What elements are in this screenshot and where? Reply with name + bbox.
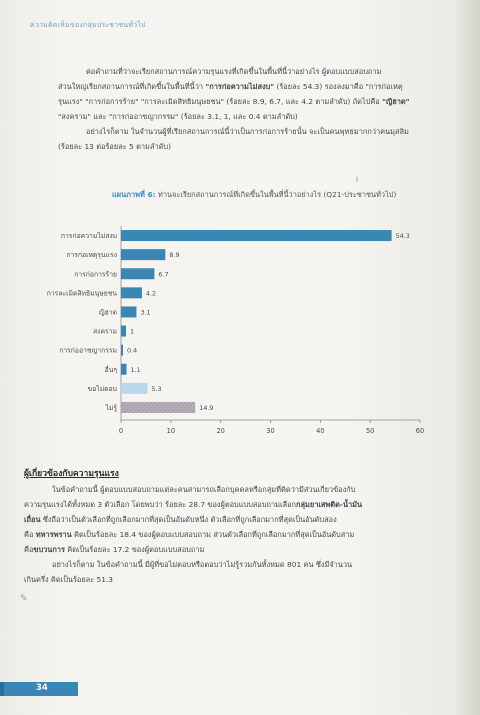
section-line: เกินครึ่ง คิดเป็นร้อยละ 51.3 xyxy=(24,575,113,584)
category-label: การก่ออาชญากรรม xyxy=(59,346,117,355)
chart-caption-text: ท่านจะเรียกสถานการณ์ที่เกิดขึ้นในพื้นที่นี้ว่าอย่างไร (Q21-ประชาชนทั่วไป) xyxy=(155,190,397,199)
x-tick-label: 20 xyxy=(216,427,225,435)
category-label: การก่อความไม่สงบ xyxy=(60,232,117,241)
category-label: สงคราม xyxy=(93,327,117,336)
bar-1 xyxy=(121,249,165,260)
intro-line: อย่างไรก็ตาม ในจำนวนผู้ที่เรียกสถานการณ์นี้ว่าเป็นการก่อการร้ายนั้น จะเป็นคนพุทธมากกว่าคนมุสลิม xyxy=(86,127,409,136)
category-label: ญิฮาด xyxy=(98,308,117,317)
bar-0 xyxy=(121,230,392,241)
chart-caption-label: แผนภาพที่ 6: xyxy=(112,190,156,199)
page-number: 34 xyxy=(36,683,48,693)
bar-3 xyxy=(121,287,142,298)
bar-2 xyxy=(121,268,154,279)
pencil-scribble: ✎ xyxy=(20,594,28,604)
x-tick-label: 30 xyxy=(266,427,275,435)
bar-9 xyxy=(121,402,195,413)
category-label: อื่นๆ xyxy=(104,365,117,374)
x-tick-label: 40 xyxy=(316,427,325,435)
category-label: การก่อการร้าย xyxy=(74,270,117,279)
intro-line: ส่วนใหญ่เรียกสถานการณ์ที่เกิดขึ้นในพื้นที่นี้ว่า "การก่อความไม่สงบ" (ร้อยละ 54.3) รองลงมาคือ "การก่อเหตุ xyxy=(58,82,403,91)
value-label: 5.3 xyxy=(151,384,162,393)
x-tick-label: 50 xyxy=(365,427,375,435)
section-line: คือ ทหารพราน คิดเป็นร้อยละ 18.4 ของผู้ตอบแบบสอบถาม ส่วนตัวเลือกที่ถูกเลือกมากที่สุดเป็นอันดับสาม xyxy=(24,530,355,539)
section-line: ความรุนแรงได้ทั้งหมด 3 ตัวเลือก โดยพบว่า ร้อยละ 28.7 ของผู้ตอบแบบสอบถามเลือกกลุ่มยาเสพติด-น้ำมัน xyxy=(24,500,363,509)
value-label: 6.7 xyxy=(158,270,169,279)
section-heading: ผู้เกี่ยวข้องกับความรุนแรง xyxy=(24,469,119,479)
running-header: ความคิดเห็นของกลุ่มประชาชนทั่วไป xyxy=(30,21,146,29)
category-label: ไม่รู้ xyxy=(105,403,117,412)
x-tick-label: 0 xyxy=(118,427,124,435)
x-tick-label: 60 xyxy=(415,427,425,435)
bar-7 xyxy=(121,364,126,375)
bar-8 xyxy=(121,383,147,394)
value-label: 8.9 xyxy=(169,251,180,260)
bar-4 xyxy=(121,306,136,317)
bar-6 xyxy=(121,345,123,356)
section-line: คือขบวนการ คิดเป็นร้อยละ 17.2 ของผู้ตอบแบบสอบถาม xyxy=(24,545,205,554)
x-tick-label: 10 xyxy=(166,427,176,435)
category-label: ขอไม่ตอบ xyxy=(87,384,117,393)
value-label: 14.9 xyxy=(199,403,214,412)
intro-line: (ร้อยละ 13 ต่อร้อยละ 5 ตามลำดับ) xyxy=(58,142,171,151)
section-line: อย่างไรก็ตาม ในข้อคำถามนี้ มีผู้ที่ขอไม่ตอบหรือตอบว่าไม่รู้รวมกันทั้งหมด 801 คน ซึ่งมีจำนวน xyxy=(52,560,353,569)
intro-line: รุนแรง" "การก่อการร้าย" "การละเมิดสิทธิมนุษยชน" (ร้อยละ 8.9, 6.7, และ 4.2 ตามลำดับ) ถัดไปคือ "ญิฮาด" xyxy=(58,97,410,106)
section-line: ในข้อคำถามนี้ ผู้ตอบแบบสอบถามแต่ละคนสามารถเลือกบุคคลหรือกลุ่มที่คิดว่ามีส่วนเกี่ยวข้องกับ xyxy=(52,485,356,494)
bar-5 xyxy=(121,326,126,337)
value-label: 54.3 xyxy=(395,232,410,241)
value-label: 1 xyxy=(129,327,135,336)
value-label: 4.2 xyxy=(145,289,157,298)
value-label: 0.4 xyxy=(126,346,138,355)
section-line: เถื่อน ซึ่งถือว่าเป็นตัวเลือกที่ถูกเลือกมากที่สุดเป็นอันดับหนึ่ง ตัวเลือกที่ถูกเลือกมากที่สุดเป็นอันดับสอง xyxy=(24,515,337,524)
intro-line: ต่อคำถามที่ว่าจะเรียกสถานการณ์ความรุนแรงที่เกิดขึ้นในพื้นที่นี้ว่าอย่างไร ผู้ตอบแบบสอบถาม xyxy=(86,67,382,76)
intro-line: "สงคราม" และ "การก่ออาชญากรรม" (ร้อยละ 3.1, 1, และ 0.4 ตามลำดับ) xyxy=(58,112,298,121)
handwritten-mark: i xyxy=(356,176,358,184)
value-label: 3.1 xyxy=(140,308,151,317)
page-tab-edge xyxy=(0,682,4,696)
section-body xyxy=(24,482,424,587)
value-label: 1.1 xyxy=(130,365,141,374)
category-label: การละเมิดสิทธิมนุษยชน xyxy=(46,289,117,298)
category-label: การก่อเหตุรุนแรง xyxy=(66,251,117,260)
